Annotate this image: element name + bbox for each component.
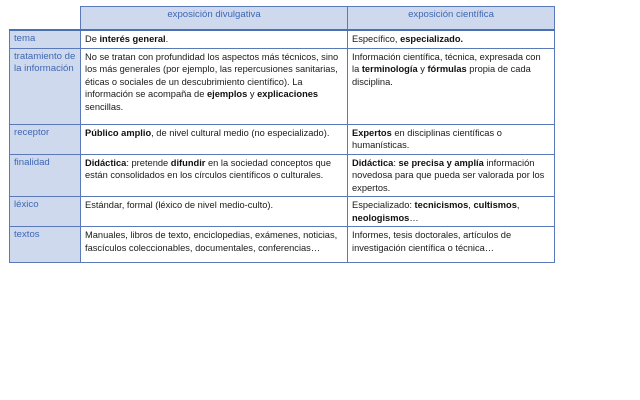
cell-text: y <box>247 89 258 99</box>
column-header-cientifica: exposición científica <box>348 7 555 31</box>
cell-text: De <box>85 34 100 44</box>
table-row <box>10 48 555 124</box>
corner-cell <box>10 7 81 31</box>
cell-bold-text: Didáctica <box>352 157 394 168</box>
cell-bold-text: explicaciones <box>257 89 319 99</box>
row-label: léxico <box>10 197 81 227</box>
cell-cientifica <box>348 30 555 48</box>
column-header-divulgativa: exposición divulgativa <box>81 7 348 31</box>
cell-text: Manuales, libros de texto, enciclopedias, exámenes, noticias, fascículos coleccionables, documentales, conferencias… <box>85 230 338 253</box>
cell-bold-text: tecnicismos <box>414 200 469 210</box>
cell-cientifica <box>348 124 555 154</box>
cell-text: Específico, <box>352 34 401 44</box>
row-label: tema <box>10 30 81 48</box>
cell-divulgativa <box>81 124 348 154</box>
row-label: tratamiento de la información <box>10 48 81 124</box>
cell-text: información novedosa para que pueda ser valorada por los expertos. <box>352 157 545 193</box>
cell-text: . <box>165 34 169 44</box>
cell-bold-text: Público amplio <box>85 127 152 138</box>
cell-cientifica <box>348 227 555 263</box>
table-body <box>10 30 555 263</box>
cell-text: en disciplinas científicas o humanísticas. <box>352 127 502 150</box>
cell-bold-text: Expertos <box>352 127 392 138</box>
cell-divulgativa <box>81 197 348 227</box>
cell-text: Información científica, técnica, expresada con la <box>352 51 541 74</box>
cell-bold-text: se precisa y amplía <box>398 157 484 168</box>
cell-text: propia de cada disciplina. <box>352 64 531 87</box>
table-row <box>10 154 555 197</box>
cell-text: Especializado: <box>352 200 415 210</box>
cell-text: en la sociedad conceptos que están consolidados en los círculos científicos o culturales. <box>85 157 332 180</box>
cell-divulgativa <box>81 48 348 124</box>
table-row <box>10 227 555 263</box>
cell-text: sencillas. <box>85 101 124 112</box>
cell-text: : pretende <box>126 157 171 168</box>
cell-text: Estándar, formal (léxico de nivel medio-culto). <box>85 200 274 210</box>
table-row <box>10 197 555 227</box>
cell-cientifica <box>348 48 555 124</box>
cell-text: No se tratan con profundidad los aspectos más técnicos, sino los más generales (por ejemplo, las repercusiones sanitarias, éticas o sociales de un descubrimiento científico). La información se acompaña de <box>85 51 339 99</box>
table-row <box>10 124 555 154</box>
cell-text: : <box>393 157 399 168</box>
cell-bold-text: fórmulas <box>427 64 467 74</box>
cell-bold-text: interés general <box>99 34 166 44</box>
cell-text: , <box>468 200 474 210</box>
cell-bold-text: cultismos <box>473 200 517 210</box>
cell-text: Informes, tesis doctorales, artículos de investigación científica o técnica… <box>352 230 512 253</box>
cell-divulgativa <box>81 154 348 197</box>
header-row <box>10 7 555 31</box>
cell-cientifica <box>348 197 555 227</box>
cell-text: , <box>516 200 520 210</box>
cell-bold-text: Didáctica <box>85 157 127 168</box>
cell-bold-text: terminología <box>361 64 418 74</box>
cell-divulgativa <box>81 227 348 263</box>
cell-divulgativa <box>81 30 348 48</box>
table-row <box>10 30 555 48</box>
row-label: receptor <box>10 124 81 154</box>
cell-bold-text: especializado. <box>400 34 464 44</box>
cell-text: … <box>409 212 419 223</box>
comparison-table <box>9 6 555 263</box>
cell-cientifica <box>348 154 555 197</box>
cell-text: , de nivel cultural medio (no especializado). <box>151 127 330 138</box>
cell-bold-text: neologismos <box>352 212 410 223</box>
row-label: finalidad <box>10 154 81 197</box>
row-label: textos <box>10 227 81 263</box>
cell-bold-text: ejemplos <box>206 89 248 99</box>
cell-bold-text: difundir <box>170 157 206 168</box>
cell-text: y <box>417 64 428 74</box>
